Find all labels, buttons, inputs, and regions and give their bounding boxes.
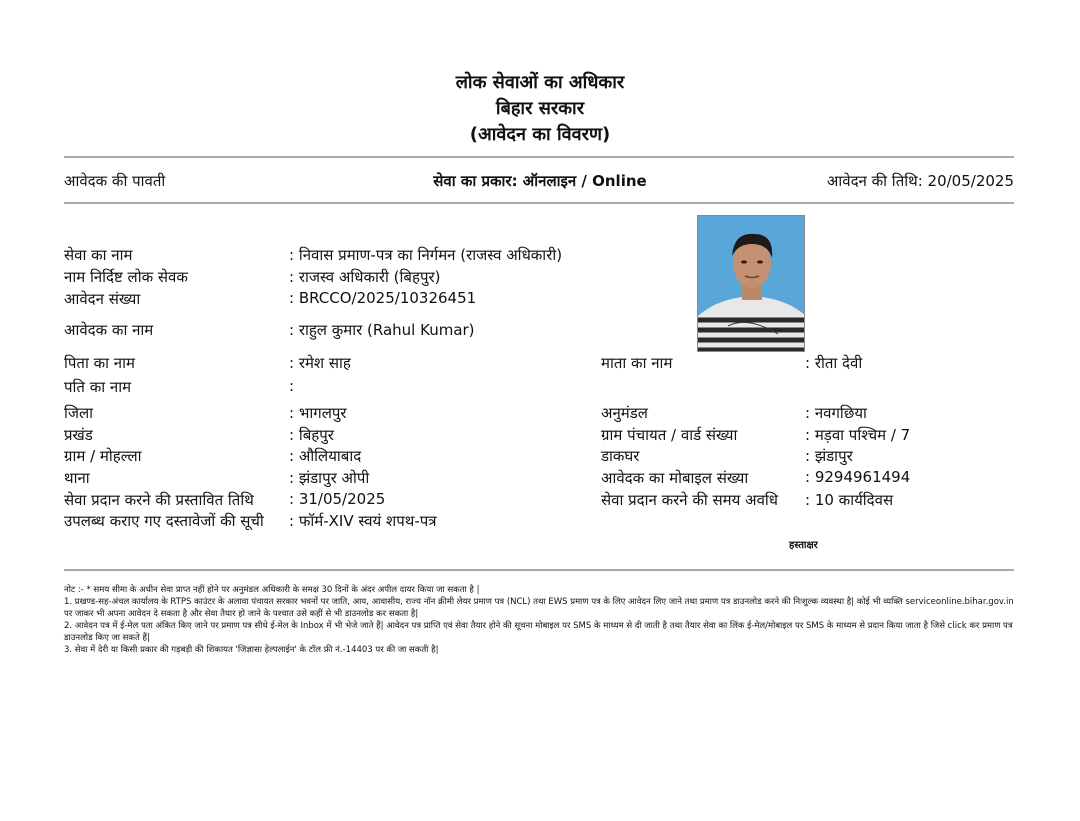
note-line-1: 1. प्रखण्ड-सह-अंचल कार्यालय के RTPS काउंटर के अलावा पंचायत सरकार भवनों पर जाति, आय, आवासीय, राज्य नॉन क्रीमी लेयर प्रमाण पत्र (NCL) तथा EWS प्रमाण पत्र के लिए आवेदन लिए जाने तथा प्रमाण पत्र डाउनलोड करने की निःशुल्क व्यवस्था है| कोई भी व्यक्ति serviceonline.bihar.gov.in पर जाकर भी अपना आवेदन दे सकता है और सेवा तैयार हो जाने के पश्चात उसे कहीं से भी डाउनलोड कर सकता है|	[64, 597, 1014, 619]
service-name-label: सेवा का नाम	[64, 246, 133, 264]
proposed-date-value: : 31/05/2025	[289, 490, 386, 508]
notes-divider	[64, 569, 1014, 571]
mobile-value: : 9294961494	[805, 468, 911, 486]
officer-value: : राजस्व अधिकारी (बिहपुर)	[289, 268, 441, 286]
note-line-2: 2. आवेदन पत्र में ई-मेल पता अंकित किए जाने पर प्रमाण पत्र सीधे ई-मेल के Inbox में भी भेजे जाते हैं| आवेदन पत्र प्राप्ति एवं सेवा तैयार होने की सूचना मोबाइल पर SMS के माध्यम से दी जाती है तथा तैयार सेवा का लिंक ई-मेल/मोबाइल पर SMS के माध्यम से प्रदान किया जाता है जिसे click कर प्रमाण पत्र डाउनलोड किए जा सकते हैं|	[64, 621, 1013, 643]
village-label: ग्राम / मोहल्ला	[64, 447, 142, 465]
panchayat-label: ग्राम पंचायत / वार्ड संख्या	[601, 426, 738, 444]
header-line-3: (आवेदन का विवरण)	[469, 124, 611, 145]
applicant-photo-image	[698, 216, 805, 352]
application-date: आवेदन की तिथि: 20/05/2025	[826, 172, 1014, 190]
post-office-value: : झंडापुर	[805, 447, 853, 465]
father-name-label: पिता का नाम	[64, 354, 135, 372]
note-line-3: 3. सेवा में देरी या किसी प्रकार की गड़बड़ी की शिकायत 'जिज्ञासा हेल्पलाईन' के टॉल फ्री नं.-14403 पर की जा सकती है|	[64, 645, 439, 655]
second-divider	[64, 202, 1014, 204]
subdivision-value: : नवगछिया	[805, 404, 867, 422]
note-line-0: नोट :- * समय सीमा के अधीन सेवा प्राप्त नहीं होने पर अनुमंडल अधिकारी के समक्ष 30 दिनों के अंदर अपील दायर किया जा सकता है |	[64, 585, 480, 595]
top-divider	[64, 156, 1014, 158]
subdivision-label: अनुमंडल	[601, 404, 648, 422]
proposed-date-label: सेवा प्रदान करने की प्रस्तावित तिथि	[64, 491, 254, 509]
village-value: : औलियाबाद	[289, 447, 362, 465]
time-limit-value: : 10 कार्यदिवस	[805, 491, 894, 509]
header-line-2: बिहार सरकार	[495, 98, 585, 119]
husband-name-label: पति का नाम	[64, 378, 132, 396]
header-line-1: लोक सेवाओं का अधिकार	[455, 72, 625, 93]
district-value: : भागलपुर	[289, 404, 347, 422]
applicant-name-label: आवेदक का नाम	[64, 321, 154, 339]
father-name-value: : रमेश साह	[289, 354, 351, 372]
documents-value: : फॉर्म-XIV स्वयं शपथ-पत्र	[289, 512, 437, 530]
service-name-value: : निवास प्रमाण-पत्र का निर्गमन (राजस्व अधिकारी)	[289, 246, 563, 264]
police-station-label: थाना	[64, 469, 90, 487]
block-label: प्रखंड	[64, 426, 93, 444]
service-type: सेवा का प्रकार: ऑनलाइन / Online	[433, 172, 647, 190]
notes-section	[64, 584, 1024, 656]
panchayat-value: : मड़वा पश्चिम / 7	[805, 426, 911, 444]
application-number-label: आवेदन संख्या	[64, 290, 141, 308]
applicant-photo	[697, 215, 805, 352]
documents-label: उपलब्ध कराए गए दस्तावेजों की सूची	[64, 512, 264, 530]
mobile-label: आवेदक का मोबाइल संख्या	[601, 469, 749, 487]
husband-name-value: :	[289, 377, 295, 395]
district-label: जिला	[64, 404, 94, 422]
applicant-name-value: : राहुल कुमार (Rahul Kumar)	[289, 321, 475, 339]
officer-label: नाम निर्दिष्ट लोक सेवक	[64, 268, 188, 286]
police-station-value: : झंडापुर ओपी	[289, 469, 370, 487]
signature-label: हस्ताक्षर	[789, 540, 818, 551]
mother-name-label: माता का नाम	[601, 354, 673, 372]
time-limit-label: सेवा प्रदान करने की समय अवधि	[601, 491, 779, 509]
application-number-value: : BRCCO/2025/10326451	[289, 289, 477, 307]
mother-name-value: : रीता देवी	[805, 354, 863, 372]
receipt-label: आवेदक की पावती	[64, 172, 166, 190]
block-value: : बिहपुर	[289, 426, 334, 444]
post-office-label: डाकघर	[601, 447, 640, 465]
